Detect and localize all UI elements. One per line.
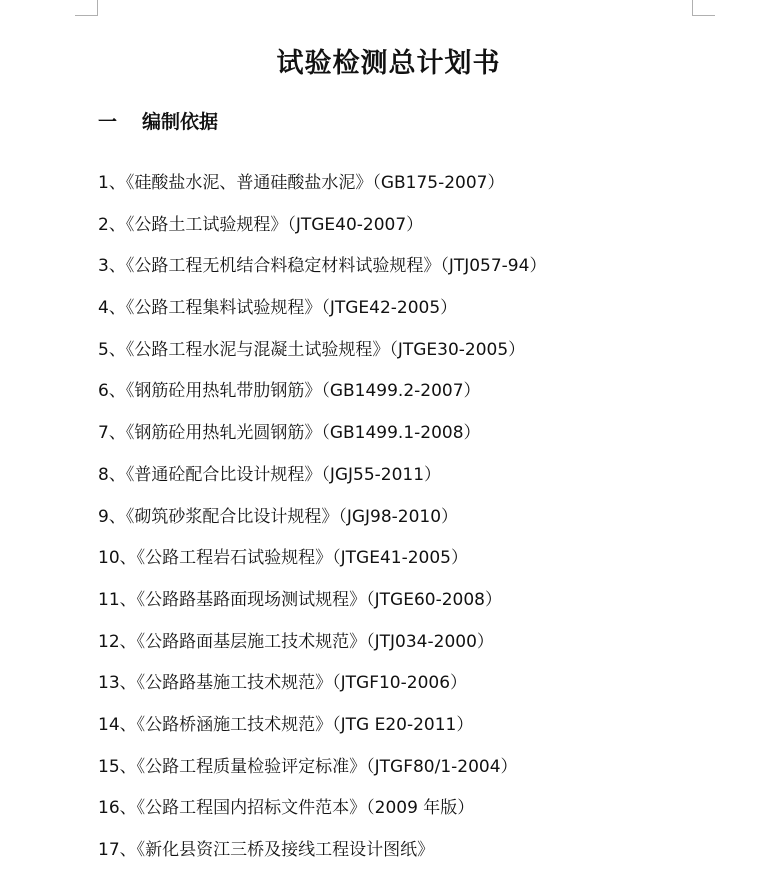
- reference-list: [98, 171, 546, 880]
- reference-item: 3、《公路工程无机结合料稳定材料试验规程》（JTJ057-94）: [98, 256, 547, 277]
- reference-item: 13、《公路路基施工技术规范》（JTGF10-2006）: [98, 673, 468, 694]
- page-corner-mark-top-right: [692, 0, 715, 16]
- reference-item: 10、《公路工程岩石试验规程》（JTGE41-2005）: [98, 548, 468, 569]
- document-title: 试验检测总计划书: [276, 48, 501, 79]
- reference-item: 12、《公路路面基层施工技术规范》（JTJ034-2000）: [98, 631, 494, 652]
- reference-item: 15、《公路工程质量检验评定标准》（JTGF80/1-2004）: [98, 756, 518, 777]
- reference-item: 7、《钢筋砼用热轧光圆钢筋》（GB1499.1-2008）: [98, 423, 481, 444]
- section-heading: [98, 107, 218, 134]
- reference-item: 2、《公路土工试验规程》（JTGE40-2007）: [98, 214, 424, 235]
- reference-item: 1、《硅酸盐水泥、普通硅酸盐水泥》（GB175-2007）: [98, 173, 505, 193]
- section-number: 一: [98, 111, 118, 133]
- reference-item: 9、《砌筑砂浆配合比设计规程》（JGJ98-2010）: [98, 506, 459, 527]
- reference-item: 14、《公路桥涵施工技术规范》（JTG E20-2011）: [98, 714, 474, 735]
- reference-item: 17、《新化县资江三桥及接线工程设计图纸》: [98, 840, 435, 860]
- page-corner-mark-top-left: [75, 0, 98, 16]
- reference-item: 4、《公路工程集料试验规程》（JTGE42-2005）: [98, 298, 458, 319]
- reference-item: 6、《钢筋砼用热轧带肋钢筋》（GB1499.2-2007）: [98, 381, 481, 402]
- reference-item: 5、《公路工程水泥与混凝土试验规程》（JTGE30-2005）: [98, 339, 526, 360]
- reference-item: 8、《普通砼配合比设计规程》（JGJ55-2011）: [98, 464, 442, 485]
- section-heading-text: 编制依据: [142, 111, 219, 133]
- reference-item: 11、《公路路基路面现场测试规程》（JTGE60-2008）: [98, 589, 502, 610]
- reference-item: 16、《公路工程国内招标文件范本》（2009 年版）: [98, 798, 475, 819]
